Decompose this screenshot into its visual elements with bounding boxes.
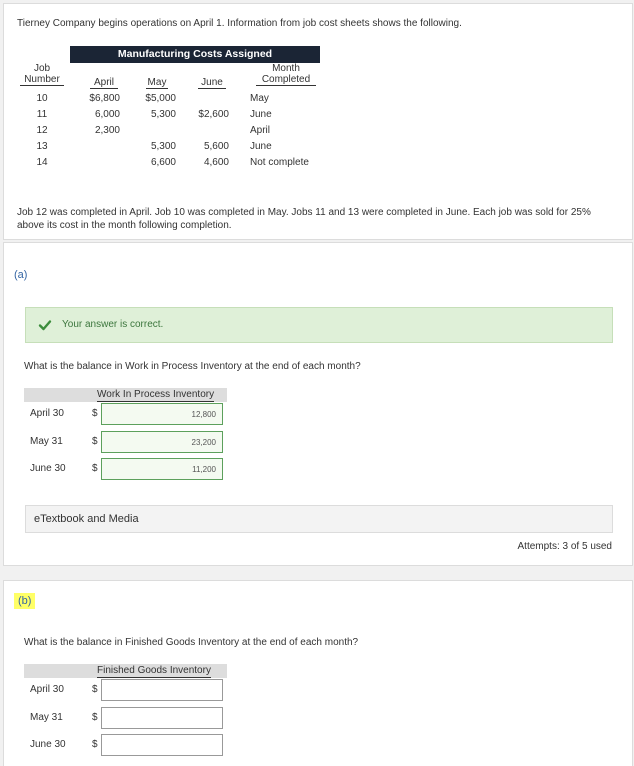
question-text: What is the balance in Finished Goods Inventory at the end of each month? bbox=[24, 637, 359, 648]
june-cell: 5,600 bbox=[203, 141, 229, 152]
april-fg-input[interactable] bbox=[101, 679, 223, 701]
row-label: April 30 bbox=[30, 408, 64, 419]
table-row bbox=[24, 431, 234, 453]
table-row bbox=[24, 679, 234, 701]
table-row bbox=[24, 734, 234, 756]
table-title: Manufacturing Costs Assigned bbox=[70, 46, 320, 63]
checkmark-icon bbox=[38, 318, 52, 332]
june-wip-input[interactable] bbox=[101, 458, 223, 480]
row-label: May 31 bbox=[30, 436, 63, 447]
table-row bbox=[24, 707, 234, 729]
currency-symbol: $ bbox=[92, 684, 98, 695]
job-number-cell: 10 bbox=[36, 93, 48, 104]
job-number-cell: 14 bbox=[36, 157, 48, 168]
part-a-label: (a) bbox=[14, 269, 28, 281]
table-row bbox=[20, 123, 320, 139]
may-cell: 5,300 bbox=[150, 109, 176, 120]
job-header bbox=[20, 63, 64, 86]
job-number-cell: 11 bbox=[36, 109, 48, 120]
table-row bbox=[20, 91, 320, 107]
etextbook-media-button[interactable] bbox=[25, 505, 613, 533]
job-header-line2: Number bbox=[20, 74, 64, 86]
june-cell: 4,600 bbox=[203, 157, 229, 168]
problem-note: Job 12 was completed in April. Job 10 was completed in May. Jobs 11 and 13 were completed in June. Each job was sold for 25% above its cost in the month following completion. bbox=[17, 207, 591, 231]
may-cell: 5,300 bbox=[150, 141, 176, 152]
month-completed-cell: Not complete bbox=[250, 157, 309, 168]
job-number-cell: 13 bbox=[36, 141, 48, 152]
table-header bbox=[24, 664, 227, 678]
june-cell: $2,600 bbox=[198, 109, 229, 120]
table-row bbox=[24, 458, 234, 480]
row-label: April 30 bbox=[30, 684, 64, 695]
currency-symbol: $ bbox=[92, 712, 98, 723]
table-row bbox=[20, 139, 320, 155]
input-value: 12,800 bbox=[191, 410, 216, 419]
problem-panel bbox=[3, 3, 633, 240]
etextbook-label: eTextbook and Media bbox=[34, 513, 139, 525]
part-b-label: (b) bbox=[14, 593, 35, 609]
attempts-counter: Attempts: 3 of 5 used bbox=[517, 541, 612, 552]
table-header-row bbox=[20, 63, 320, 91]
job-header-line1: Job bbox=[33, 63, 51, 74]
table-header bbox=[24, 388, 227, 402]
table-row bbox=[20, 107, 320, 123]
month-completed-header bbox=[256, 63, 316, 86]
may-cell: $5,000 bbox=[145, 93, 176, 104]
success-banner bbox=[25, 307, 613, 343]
row-label: June 30 bbox=[30, 739, 66, 750]
job-number-cell: 12 bbox=[36, 125, 48, 136]
input-value: 11,200 bbox=[192, 465, 216, 474]
month-completed-cell: June bbox=[250, 141, 272, 152]
month-completed-cell: June bbox=[250, 109, 272, 120]
row-label: June 30 bbox=[30, 463, 66, 474]
april-cell: 2,300 bbox=[94, 125, 120, 136]
part-b-panel bbox=[3, 580, 633, 766]
input-value: 23,200 bbox=[191, 438, 216, 447]
june-fg-input[interactable] bbox=[101, 734, 223, 756]
may-wip-input[interactable] bbox=[101, 431, 223, 453]
question-text: What is the balance in Work in Process Inventory at the end of each month? bbox=[24, 361, 361, 372]
wip-header-label: Work In Process Inventory bbox=[97, 389, 215, 400]
month-header-line2: Completed bbox=[256, 74, 316, 86]
may-fg-input[interactable] bbox=[101, 707, 223, 729]
currency-symbol: $ bbox=[92, 463, 98, 474]
fg-header-label: Finished Goods Inventory bbox=[97, 665, 211, 676]
april-header: April bbox=[90, 77, 118, 89]
month-completed-cell: May bbox=[250, 93, 269, 104]
table-row bbox=[24, 403, 234, 425]
success-message: Your answer is correct. bbox=[62, 319, 164, 330]
manufacturing-costs-table bbox=[20, 46, 320, 171]
may-header: May bbox=[147, 77, 167, 88]
april-cell: $6,800 bbox=[89, 93, 120, 104]
month-header-line1: Month bbox=[272, 63, 300, 74]
april-cell: 6,000 bbox=[94, 109, 120, 120]
april-wip-input[interactable] bbox=[101, 403, 223, 425]
problem-intro: Tierney Company begins operations on April 1. Information from job cost sheets shows the following. bbox=[17, 18, 462, 29]
row-label: May 31 bbox=[30, 712, 63, 723]
currency-symbol: $ bbox=[92, 408, 98, 419]
june-header: June bbox=[198, 77, 226, 89]
month-completed-cell: April bbox=[250, 125, 271, 136]
currency-symbol: $ bbox=[92, 436, 98, 447]
may-cell: 6,600 bbox=[150, 157, 176, 168]
part-a-panel bbox=[3, 242, 633, 566]
table-row bbox=[20, 155, 320, 171]
currency-symbol: $ bbox=[92, 739, 98, 750]
